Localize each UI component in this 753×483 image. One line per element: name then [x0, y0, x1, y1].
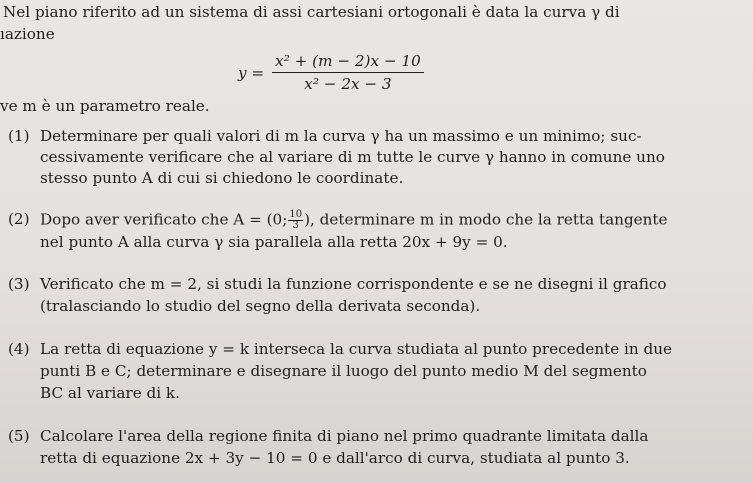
question-4-line-1: La retta di equazione y = k interseca la curva studiata al punto precedente in due [40, 340, 672, 358]
equation-denominator: x² − 2x − 3 [304, 75, 392, 93]
question-4-line-3: BC al variare di k. [40, 384, 180, 402]
question-2-prefix: Dopo aver verificato che A = (0; [40, 210, 288, 229]
equation-lhs: y = [238, 63, 265, 82]
question-2-suffix: ), determinare m in modo che la retta tangente [304, 210, 668, 229]
intro-line-1: Nel piano riferito ad un sistema di assi cartesiani ortogonali è data la curva γ di [3, 3, 620, 21]
question-2-line-1 [40, 210, 668, 231]
equation-fraction [272, 52, 424, 93]
question-3-number: (3) [8, 275, 30, 293]
question-1-line-1: Determinare per quali valori di m la curva γ ha un massimo e un minimo; suc- [40, 127, 642, 145]
equation-numerator: x² + (m − 2)x − 10 [272, 52, 424, 73]
question-5-line-2: retta di equazione 2x + 3y − 10 = 0 e dall'arco di curva, studiata al punto 3. [40, 449, 630, 467]
question-1-number: (1) [8, 127, 30, 145]
intro-line-3: ve m è un parametro reale. [0, 97, 210, 115]
question-4-number: (4) [8, 340, 30, 358]
question-2-number: (2) [8, 210, 30, 228]
question-3-line-2: (tralasciando lo studio del segno della derivata seconda). [40, 297, 481, 315]
question-1-line-3: stesso punto A di cui si chiedono le coordinate. [40, 169, 404, 187]
question-5-number: (5) [8, 427, 30, 445]
question-1-line-2: cessivamente verificare che al variare di m tutte le curve γ hanno in comune uno [40, 148, 665, 166]
intro-line-2: ıazione [0, 25, 55, 43]
point-a-frac-num: 10 [289, 209, 303, 220]
question-5-line-1: Calcolare l'area della regione finita di piano nel primo quadrante limitata dalla [40, 427, 649, 445]
point-a-frac-den: 3 [292, 220, 299, 231]
question-2-line-2: nel punto A alla curva γ sia parallela alla retta 20x + 9y = 0. [40, 233, 508, 251]
curve-equation [238, 52, 424, 93]
point-a-fraction [288, 210, 303, 231]
question-4-line-2: punti B e C; determinare e disegnare il luogo del punto medio M del segmento [40, 362, 647, 380]
question-3-line-1: Verificato che m = 2, si studi la funzione corrispondente e se ne disegni il grafico [40, 275, 667, 293]
